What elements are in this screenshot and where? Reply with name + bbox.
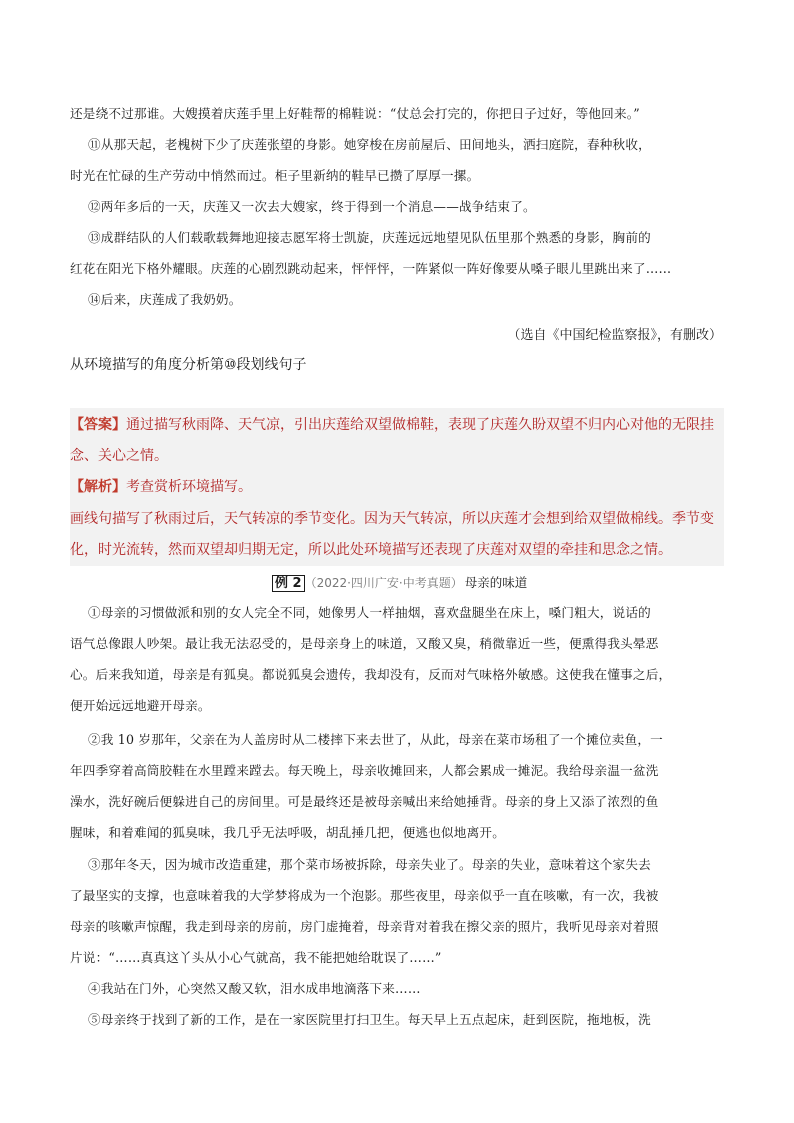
story2-paragraph-3: ③那年冬天，因为城市改造重建，那个菜市场被拆除，母亲失业了。母亲的失业，意味着这个家失去 [88,857,651,872]
answer-line-2: 念、关心之情。 [70,448,168,464]
analysis-text: 考查赏析环境描写。 [126,479,252,495]
answer-line-1 [70,414,714,434]
story2-paragraph-2: ②我 10 岁那年，父亲在为人盖房时从二楼摔下来去世了，从此，母亲在菜市场租了一个摊位卖鱼，一 [88,732,663,747]
example-title: 母亲的味道 [464,575,528,590]
story2-paragraph-5: ⑤母亲终于找到了新的工作，是在一家医院里打扫卫生。每天早上五点起床，赶到医院，拖地板，洗 [88,1012,651,1027]
answer-tag: 【答案】 [70,417,126,433]
answer-text: 通过描写秋雨降、天气凉，引出庆莲给双望做棉鞋，表现了庆莲久盼双望不归内心对他的无限挂 [126,417,714,433]
question-text: 从环境描写的角度分析第⑩段划线句子 [70,357,307,373]
example-label: 例 2 [272,575,305,592]
story2-paragraph-2-cont-2: 澡水，洗好碗后便躲进自己的房间里。可是最终还是被母亲喊出来给她捶背。母亲的身上又添了浓烈的鱼 [70,794,659,809]
analysis-tag: 【解析】 [70,479,126,495]
story2-paragraph-3-cont-3: 片说：“……真真这丫头从小心气就高，我不能把她给耽误了……” [70,950,442,965]
story-source: （选自《中国纪检监察报》，有删改） [507,328,722,343]
analysis-line-2: 画线句描写了秋雨过后，天气转凉的季节变化。因为天气转凉，所以庆莲才会想到给双望做棉线。季节变 [70,511,714,527]
story2-paragraph-2-cont-3: 腥味，和着难闻的狐臭味，我几乎无法呼吸，胡乱捶几把，便逃也似地离开。 [70,825,505,840]
story2-paragraph-4: ④我站在门外，心突然又酸又软，泪水成串地滴落下来…… [88,981,421,996]
story-paragraph-13: ⑬成群结队的人们载歌载舞地迎接志愿军将士凯旋，庆莲远远地望见队伍里那个熟悉的身影，胸前的 [88,230,651,245]
example-source: （2022·四川广安·中考真题） [304,576,463,590]
story2-paragraph-1-cont-1: 语气总像跟人吵架。最让我无法忍受的，是母亲身上的味道，又酸又臭，稍微靠近一些，便熏得我头晕恶 [70,636,659,651]
story-paragraph-10-end: 还是绕不过那谁。大嫂摸着庆莲手里上好鞋帮的棉鞋说：“仗总会打完的，你把日子过好，等他回来。” [70,106,640,121]
story2-paragraph-1-cont-2: 心。后来我知道，母亲是有狐臭。都说狐臭会遗传，我却没有，反而对气味格外敏感。这使我在懂事之后， [70,667,672,682]
story2-paragraph-1-cont-3: 便开始远远地避开母亲。 [70,698,211,713]
analysis-line-1 [70,476,252,496]
story-paragraph-12: ⑫两年多后的一天，庆莲又一次去大嫂家，终于得到一个消息——战争结束了。 [88,199,536,214]
example-2-heading [272,572,527,591]
story-paragraph-13-cont: 红花在阳光下格外耀眼。庆莲的心剧烈跳动起来，怦怦怦，一阵紧似一阵好像要从嗓子眼儿里跳出来了…… [70,261,672,276]
story-paragraph-11-cont: 时光在忙碌的生产劳动中悄然而过。柜子里新纳的鞋早已攒了厚厚一摞。 [70,168,480,183]
analysis-line-3: 化，时光流转，然而双望却归期无定，所以此处环境描写还表现了庆莲对双望的牵挂和思念之情。 [70,542,672,558]
story2-paragraph-2-cont-1: 年四季穿着高筒胶鞋在水里蹚来蹚去。每天晚上，母亲收摊回来，人都会累成一摊泥。我给母亲温一盆洗 [70,763,659,778]
story2-paragraph-3-cont-2: 母亲的咳嗽声惊醒，我走到母亲的房前，房门虚掩着，母亲背对着我在擦父亲的照片，我听见母亲对着照 [70,919,659,934]
story-paragraph-14: ⑭后来，庆莲成了我奶奶。 [88,292,242,307]
story2-paragraph-3-cont-1: 了最坚实的支撑，也意味着我的大学梦将成为一个泡影。那些夜里，母亲似乎一直在咳嗽，有一次，我被 [70,888,659,903]
story2-paragraph-1: ①母亲的习惯做派和别的女人完全不同，她像男人一样抽烟，喜欢盘腿坐在床上，嗓门粗大，说话的 [88,605,651,620]
story-paragraph-11: ⑪从那天起，老槐树下少了庆莲张望的身影。她穿梭在房前屋后、田间地头，洒扫庭院，春种秋收， [88,137,651,152]
